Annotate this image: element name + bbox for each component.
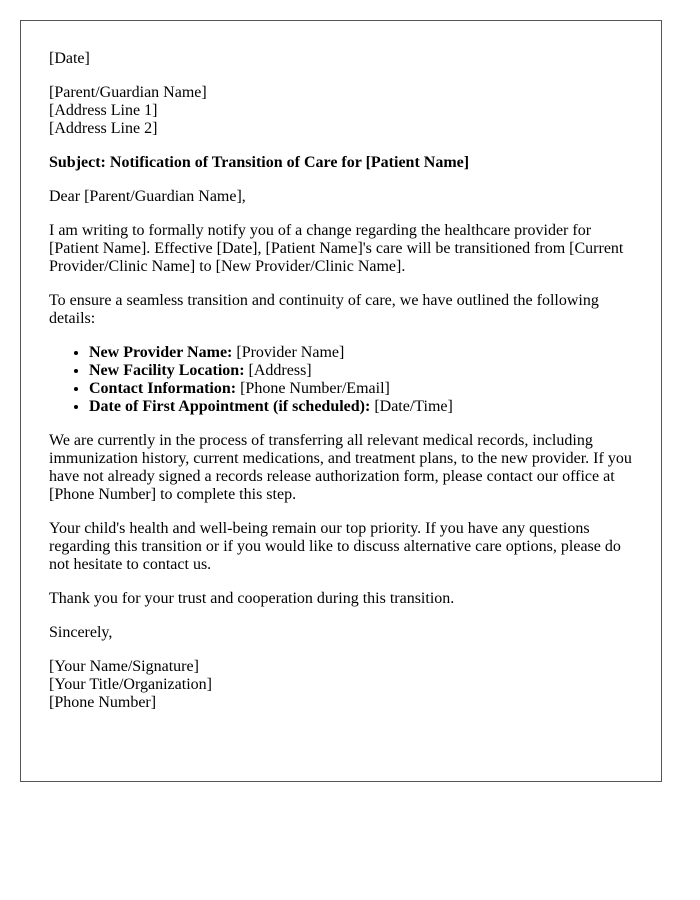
recipient-address-line-1: [Address Line 1] [49, 102, 158, 119]
detail-value: [Date/Time] [370, 398, 453, 415]
detail-label: New Provider Name: [89, 344, 233, 361]
letter-page [20, 20, 662, 782]
body-paragraph-5: Thank you for your trust and cooperation during this transition. [49, 590, 455, 607]
detail-label: Date of First Appointment (if scheduled): [89, 398, 371, 415]
signature-name: [Your Name/Signature] [49, 658, 199, 675]
details-list [49, 344, 633, 416]
body-paragraph-4: Your child's health and well-being remain our top priority. If you have any questions regarding this transition or if you would like to discuss alternative care options, please do not hesitate to contact us. [49, 520, 621, 573]
detail-label: Contact Information: [89, 380, 237, 397]
detail-label: New Facility Location: [89, 362, 245, 379]
signature-phone: [Phone Number] [49, 694, 157, 711]
closing: Sincerely, [49, 624, 113, 641]
list-item [89, 344, 633, 362]
recipient-address-line-2: [Address Line 2] [49, 120, 158, 137]
detail-value: [Provider Name] [232, 344, 345, 361]
body-paragraph-2: To ensure a seamless transition and continuity of care, we have outlined the following details: [49, 292, 599, 327]
list-item [89, 380, 633, 398]
list-item [89, 398, 633, 416]
list-item [89, 362, 633, 380]
letter-date: [Date] [49, 50, 90, 67]
body-paragraph-3: We are currently in the process of transferring all relevant medical records, including immunization history, current medications, and treatment plans, to the new provider. If you have not already signed a records release authorization form, please contact our office at [Phone Number] to complete this step. [49, 432, 632, 503]
detail-value: [Address] [244, 362, 312, 379]
signature-title: [Your Title/Organization] [49, 676, 212, 693]
recipient-name: [Parent/Guardian Name] [49, 84, 207, 101]
letter-subject: Subject: Notification of Transition of Care for [Patient Name] [49, 154, 470, 171]
salutation: Dear [Parent/Guardian Name], [49, 188, 246, 205]
signature-block [49, 658, 633, 712]
recipient-block [49, 84, 633, 138]
detail-value: [Phone Number/Email] [236, 380, 390, 397]
body-paragraph-1: I am writing to formally notify you of a change regarding the healthcare provider for [Patient Name]. Effective [Date], [Patient Name]'s care will be transitioned from [Current Provider/Clinic Name] to [New Provider/Clinic Name]. [49, 222, 624, 275]
